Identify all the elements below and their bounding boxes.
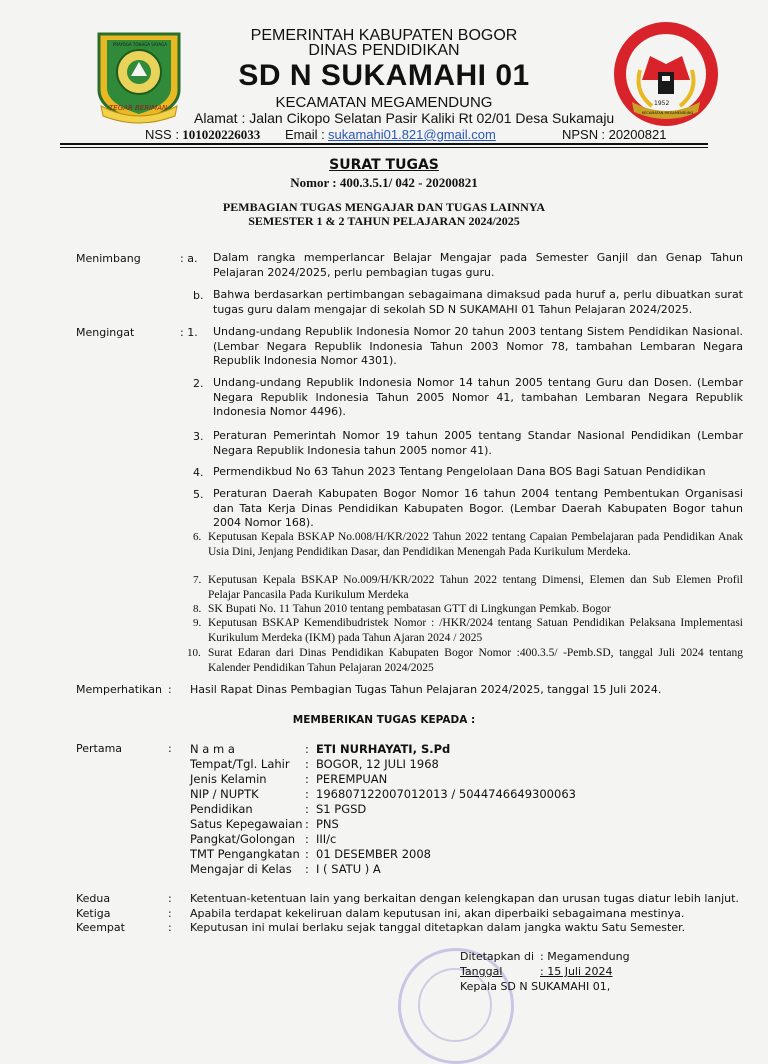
pertama-label: Pertama bbox=[76, 742, 123, 755]
field-value-pendidikan: S1 PGSD bbox=[316, 802, 367, 816]
mengingat-num-4: 4. bbox=[193, 466, 204, 479]
sign-date-label: Tanggal bbox=[460, 965, 503, 978]
sign-place-label: Ditetapkan di bbox=[460, 950, 535, 963]
field-value-nama: ETI NURHAYATI, S.Pd bbox=[316, 742, 451, 756]
memperhatikan-label: Memperhatikan bbox=[76, 683, 163, 696]
kop-government: PEMERINTAH KABUPATEN BOGOR bbox=[250, 27, 518, 44]
doc-subject-line2: SEMESTER 1 & 2 TAHUN PELAJARAN 2024/2025 bbox=[248, 214, 520, 228]
mengingat-item-4: Permendikbud No 63 Tahun 2023 Tentang Pengelolaan Dana BOS Bagi Satuan Pendidikan bbox=[213, 465, 706, 478]
keempat-text: Keputusan ini mulai berlaku sejak tanggal ditetapkan dalam jangka waktu Satu Semester. bbox=[190, 921, 686, 934]
field-label-tmt: TMT Pengangkatan bbox=[190, 847, 300, 861]
mengingat-num-9: 9. bbox=[193, 617, 202, 629]
kop-contact-row bbox=[145, 127, 260, 143]
kedua-text: Ketentuan-ketentuan lain yang berkaitan dengan kelengkapan dan urusan tugas diatur lebih lanjut. bbox=[190, 892, 739, 905]
kedua-colon: : bbox=[168, 892, 172, 905]
menimbang-label: Menimbang bbox=[76, 252, 141, 265]
mengingat-item-3: Peraturan Pemerintah Nomor 19 tahun 2005 tentang Standar Nasional Pendidikan (Lembar Negara Republik Indonesia tahun 2005 nomor 41). bbox=[213, 429, 743, 457]
keempat-colon: : bbox=[168, 921, 172, 934]
field-label-ttl: Tempat/Tgl. Lahir bbox=[190, 757, 290, 771]
ketiga-label: Ketiga bbox=[76, 907, 111, 920]
kop-school-name: SD N SUKAMAHI 01 bbox=[238, 59, 530, 92]
field-colon: : bbox=[305, 832, 309, 846]
kop-email-row bbox=[285, 127, 496, 143]
mengingat-colon: : 1. bbox=[180, 326, 198, 339]
email-label: Email : bbox=[285, 127, 325, 142]
sign-headmaster-title: Kepala SD N SUKAMAHI 01, bbox=[460, 980, 611, 993]
npsn-value: : 20200821 bbox=[601, 127, 667, 142]
field-colon: : bbox=[305, 847, 309, 861]
email-link[interactable]: sukamahi01.821@gmail.com bbox=[327, 127, 496, 142]
mengingat-item-7: Keputusan Kepala BSKAP No.009/H/KR/2022 Tahun 2022 tentang Dimensi, Elemen dan Sub Elemen Profil Pelajar Pancasila Pada Kurikulum Merdeka bbox=[208, 574, 743, 601]
menimbang-b: Bahwa berdasarkan pertimbangan sebagaimana dimaksud pada huruf a, perlu dibuatkan surat tugas guru dalam mengajar di sekolah SD N SUKAMAHI 01 Tahun Pelajaran 2024/2025. bbox=[213, 288, 743, 316]
field-colon: : bbox=[305, 772, 309, 786]
doc-number: Nomor : 400.3.5.1/ 042 - 20200821 bbox=[290, 175, 478, 190]
memperhatikan-colon: : bbox=[168, 683, 172, 696]
mengingat-item-5: Peraturan Daerah Kabupaten Bogor Nomor 16 tahun 2004 tentang Pembentukan Organisasi dan Tata Kerja Dinas Pendidikan Kabupaten Bogor. (Lembar Daerah Kabupaten Bogor tahun 2004 Nomor 168). bbox=[213, 487, 743, 529]
logo-left-top-text: PRAYOGA TOHAGA SAYAGA bbox=[113, 42, 167, 47]
kedua-label: Kedua bbox=[76, 892, 111, 905]
field-colon: : bbox=[305, 757, 309, 771]
mengingat-item-10: Surat Edaran dari Dinas Pendidikan Kabupaten Bogor Nomor :400.3.5/ -Pemb.SD, tanggal Juli 2024 tentang Kalender Pendidikan Tahun Pelajaran 2024/2025 bbox=[208, 647, 743, 674]
mengingat-num-7: 7. bbox=[193, 574, 202, 586]
sign-place-value: : Megamendung bbox=[540, 950, 630, 963]
field-colon: : bbox=[305, 817, 309, 831]
field-colon: : bbox=[305, 787, 309, 801]
doc-subject-line1: PEMBAGIAN TUGAS MENGAJAR DAN TUGAS LAINNYA bbox=[222, 200, 546, 214]
menimbang-a: Dalam rangka memperlancar Belajar Mengajar pada Semester Ganjil dan Genap Tahun Pelajaran 2024/2025, perlu pembagian tugas guru. bbox=[213, 251, 743, 279]
memperhatikan-text: Hasil Rapat Dinas Pembagian Tugas Tahun Pelajaran 2024/2025, tanggal 15 Juli 2024. bbox=[190, 683, 662, 696]
mengingat-num-2: 2. bbox=[193, 377, 204, 390]
npsn-label: NPSN bbox=[562, 127, 599, 142]
menimbang-b-marker: b. bbox=[193, 289, 204, 302]
field-label-golongan: Pangkat/Golongan bbox=[190, 832, 296, 846]
field-label-nama: N a m a bbox=[190, 742, 235, 756]
field-value-gender: PEREMPUAN bbox=[316, 772, 388, 786]
mengingat-num-10: 10. bbox=[187, 647, 201, 659]
field-label-kepegawaian: Satus Kepegawaian bbox=[190, 817, 303, 831]
memberikan-heading: MEMBERIKAN TUGAS KEPADA : bbox=[292, 714, 476, 726]
mengingat-item-2: Undang-undang Republik Indonesia Nomor 14 tahun 2005 tentang Guru dan Dosen. (Lembar Negara Republik Indonesia Tahun 2005 Nomor 41, tambahan Lembaran Negara Republik Indonesia Nomor 4496). bbox=[213, 376, 743, 418]
field-label-gender: Jenis Kelamin bbox=[190, 772, 267, 786]
mengingat-num-5: 5. bbox=[193, 488, 204, 501]
field-value-kelas: I ( SATU ) A bbox=[316, 862, 381, 876]
kop-district: KECAMATAN MEGAMENDUNG bbox=[275, 94, 493, 111]
keempat-label: Keempat bbox=[76, 921, 125, 934]
mengingat-item-1: Undang-undang Republik Indonesia Nomor 20 tahun 2003 tentang Sistem Pendidikan Nasional. (Lembar Negara Republik Indonesia Tahun 2003 Nomor 78, tambahan Lembaran Negara Republik Indonesia Nomor 4301). bbox=[213, 325, 743, 367]
field-value-golongan: III/c bbox=[316, 832, 337, 846]
field-colon: : bbox=[305, 802, 309, 816]
logo-right-top-text: KECAMATAN MEGAMENDUNG bbox=[642, 111, 694, 115]
field-label-nip: NIP / NUPTK bbox=[190, 787, 259, 801]
field-value-ttl: BOGOR, 12 JULI 1968 bbox=[316, 757, 439, 771]
logo-left-ribbon-text: TEGAR BERIMAN bbox=[109, 104, 168, 112]
field-label-pendidikan: Pendidikan bbox=[190, 802, 253, 816]
mengingat-item-6: Keputusan Kepala BSKAP No.008/H/KR/2022 Tahun 2022 tentang Capaian Pembelajaran pada Pendidikan Anak Usia Dini, Jenjang Pendidikan Dasar, dan Pendidikan Menengah Pada Kurikulum Merdeka. bbox=[208, 531, 743, 558]
menimbang-colon: : a. bbox=[180, 252, 198, 265]
kop-address: Alamat : Jalan Cikopo Selatan Pasir Kaliki Rt 02/01 Desa Sukamaju bbox=[194, 110, 615, 126]
mengingat-label: Mengingat bbox=[76, 326, 135, 339]
sign-date-value: : 15 Juli 2024 bbox=[540, 965, 613, 978]
field-colon: : bbox=[305, 862, 309, 876]
pertama-colon: : bbox=[168, 742, 172, 755]
ketiga-text: Apabila terdapat kekeliruan dalam keputusan ini, akan diperbaiki sebagaimana mestinya. bbox=[190, 907, 685, 920]
field-value-tmt: 01 DESEMBER 2008 bbox=[316, 847, 431, 861]
mengingat-item-8: SK Bupati No. 11 Tahun 2010 tentang pembatasan GTT di Lingkungan Pemkab. Bogor bbox=[208, 603, 611, 615]
kop-npsn-row bbox=[562, 127, 666, 143]
field-value-nip: 196807122007012013 / 5044746649300063 bbox=[316, 787, 576, 801]
kop-rule-thick bbox=[60, 143, 708, 145]
ketiga-colon: : bbox=[168, 907, 172, 920]
logo-right-year: 1952 bbox=[654, 100, 670, 107]
kop-rule-thin bbox=[60, 147, 708, 148]
field-label-kelas: Mengajar di Kelas bbox=[190, 862, 292, 876]
mengingat-item-9: Keputusan BSKAP Kemendibudristek Nomor : /HKR/2024 tentang Satuan Pendidikan Pelaksana Implementasi Kurikulum Merdeka (IKM) pada Tahun Ajaran 2024 / 2025 bbox=[208, 617, 743, 644]
mengingat-num-8: 8. bbox=[193, 603, 202, 615]
field-value-kepegawaian: PNS bbox=[316, 817, 339, 831]
mengingat-num-6: 6. bbox=[193, 531, 202, 543]
mengingat-num-3: 3. bbox=[193, 430, 204, 443]
doc-type-title: SURAT TUGAS bbox=[329, 157, 439, 173]
nss-value: 101020226033 bbox=[182, 127, 261, 142]
kop-agency: DINAS PENDIDIKAN bbox=[308, 42, 460, 59]
field-colon: : bbox=[305, 742, 309, 756]
nss-label: NSS : bbox=[145, 127, 179, 142]
